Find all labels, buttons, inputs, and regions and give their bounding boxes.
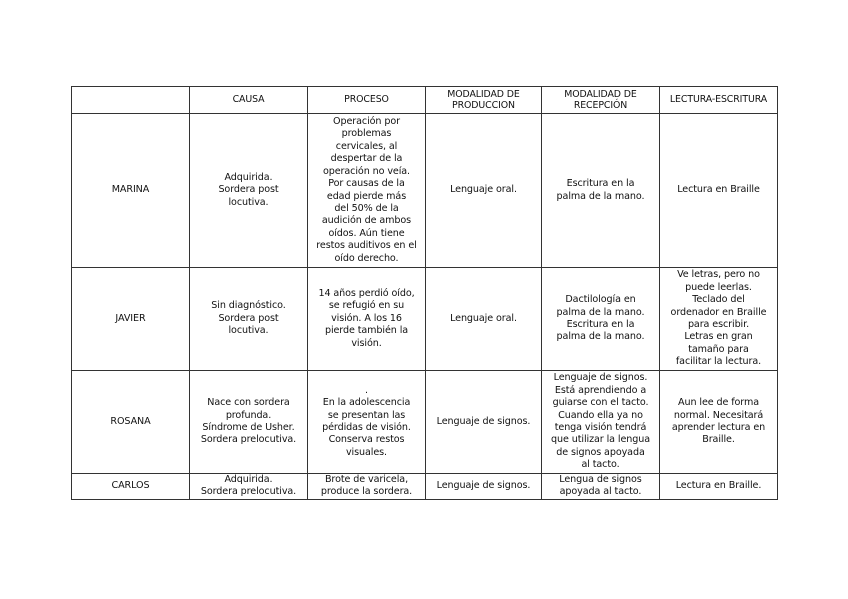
cell-line: produce la sordera. [320,486,413,498]
cell-line: Lenguaje de signos. [436,480,531,492]
cell-line: pierde también la [324,325,409,337]
cell-line: Lectura en Braille. [675,480,762,492]
cell-line: Lenguaje oral. [450,184,517,196]
cell-line: Aun lee de forma [678,397,759,409]
cell-line: locutiva. [228,325,269,337]
cell-line: visión. A los 16 [331,312,402,324]
cell-line: para escribir. [687,319,750,330]
header-causa: CAUSA [190,87,308,114]
cell-line: Letras en gran [684,331,753,343]
header-row [72,87,778,114]
cell-line: profunda. [225,409,272,421]
cell-line: edad pierde más [326,190,407,202]
cell-line: Teclado del [692,294,745,306]
cell-line: 14 años perdió oído, [318,287,415,299]
cell-line: Lengua de signos [559,474,642,485]
recepcion-cell [542,114,660,268]
row-name: JAVIER [72,268,190,371]
lectura-cell [660,268,778,371]
cell-line: Está aprendiendo a [554,384,647,396]
causa-cell [190,268,308,371]
proceso-cell [308,371,426,474]
cell-line: Escritura en la [566,178,635,190]
header-lectura-escritura: LECTURA-ESCRITURA [660,87,778,114]
cell-line: Sordera prelocutiva. [200,486,297,498]
recepcion-cell [542,268,660,371]
cell-line: Braille. [702,434,735,446]
cell-line: que utilizar la lengua [551,434,650,446]
cell-line: En la adolescencia [322,397,411,409]
cell-line: visión. [351,337,382,349]
table-row [72,474,778,500]
cell-line: se presentan las [327,409,406,421]
cell-line: Dactilología en [565,294,636,306]
cell-line: apoyada al tacto. [559,486,642,498]
header-empty [72,87,190,114]
cell-line: puede leerlas. [685,281,752,293]
cell-line: Conserva restos [328,434,405,446]
cell-line: Adquirida. [224,171,273,183]
cell-line: palma de la mano. [556,190,645,202]
row-name: ROSANA [72,371,190,474]
cell-line: Brote de varicela, [324,474,409,485]
causa-cell [190,371,308,474]
cell-line: Lenguaje de signos. [553,372,648,384]
cell-line: Por causas de la [328,178,405,190]
cell-line: normal. Necesitará [673,409,764,421]
cell-line: Lectura en Braille [677,184,760,196]
cell-line: del 50% de la [334,202,399,214]
causa-cell [190,474,308,500]
cell-line: oído derecho. [334,252,399,264]
cell-line: facilitar la lectura. [675,356,762,368]
students-table [71,86,778,500]
cell-line: tenga visión tendrá [554,422,647,433]
cell-line: ordenador en Braille [670,306,767,318]
cell-line: al tacto. [581,459,620,471]
cell-line: problemas [341,128,392,140]
proceso-cell [308,268,426,371]
header-modalidad-recepcion: MODALIDAD DE RECEPCIÓN [542,87,660,114]
cell-line: locutiva. [228,196,269,208]
cell-line: se refugió en su [328,300,405,312]
lectura-cell [660,371,778,474]
cell-line: palma de la mano. [556,306,645,318]
cell-line: Lenguaje de signos. [436,415,531,427]
row-name: MARINA [72,114,190,268]
produccion-cell [426,114,542,268]
cell-line: Adquirida. [224,474,273,485]
cell-line: Nace con sordera [207,397,290,409]
header-modalidad-produccion: MODALIDAD DE PRODUCCION [426,87,542,114]
table-row [72,268,778,371]
cell-line: Sordera post [218,184,279,196]
cell-line: despertar de la [330,153,403,165]
cell-line: Sin diagnóstico. [211,300,286,312]
cell-line: Operación por [333,116,400,128]
cell-line: cervicales, al [335,140,398,152]
lectura-cell [660,114,778,268]
cell-line: Cuando ella ya no [558,409,643,421]
cell-line: operación no veía. [323,165,410,177]
cell-line: palma de la mano. [556,331,645,343]
cell-line: Síndrome de Usher. [202,422,295,433]
cell-line: restos auditivos en el [316,240,417,252]
table-row [72,114,778,268]
lectura-cell [660,474,778,500]
proceso-cell [308,474,426,500]
causa-cell [190,114,308,268]
cell-line: . [365,384,368,396]
cell-line: guiarse con el tacto. [552,397,649,409]
cell-line: de signos apoyada [556,446,645,458]
proceso-cell [308,114,426,268]
cell-line: Sordera post [218,312,279,324]
cell-line: Sordera prelocutiva. [200,434,297,446]
cell-line: Ve letras, pero no [677,269,760,281]
cell-line: oídos. Aún tiene [328,227,405,239]
table-row [72,371,778,474]
row-name: CARLOS [72,474,190,500]
cell-line: visuales. [345,446,388,458]
cell-line: pérdidas de visión. [322,422,411,433]
cell-line: tamaño para [688,343,749,355]
recepcion-cell [542,474,660,500]
produccion-cell [426,268,542,371]
cell-line: Escritura en la [566,319,635,330]
cell-line: aprender lectura en [671,422,766,433]
recepcion-cell [542,371,660,474]
cell-line: Lenguaje oral. [450,312,517,324]
produccion-cell [426,474,542,500]
produccion-cell [426,371,542,474]
header-proceso: PROCESO [308,87,426,114]
cell-line: audición de ambos [321,215,412,227]
